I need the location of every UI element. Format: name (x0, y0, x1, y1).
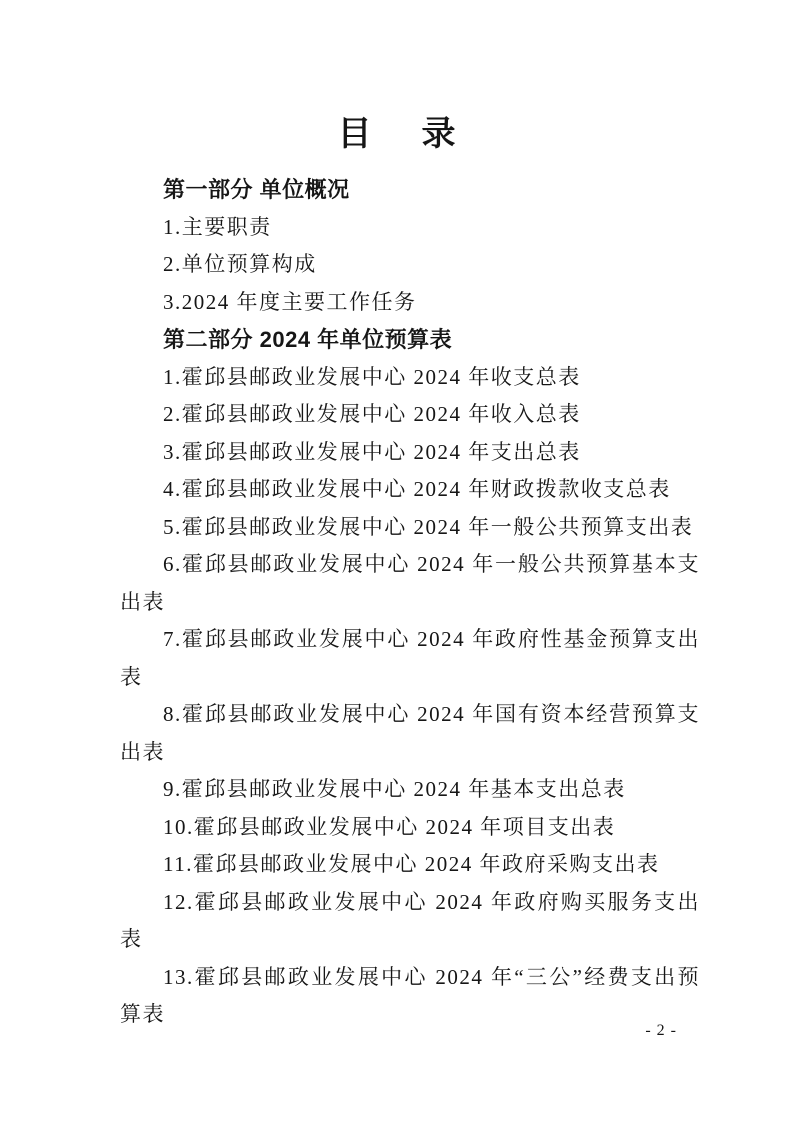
toc-item: 13.霍邱县邮政业发展中心 2024 年“三公”经费支出预算表 (120, 964, 700, 1026)
toc-item: 12.霍邱县邮政业发展中心 2024 年政府购买服务支出表 (120, 889, 700, 951)
toc-section-2 (120, 321, 700, 1034)
toc-item: 6.霍邱县邮政业发展中心 2024 年一般公共预算基本支出表 (120, 552, 700, 614)
page-title: 目 录 (337, 114, 464, 153)
toc-section-1 (120, 171, 700, 321)
toc-item: 3.2024 年度主要工作任务 (163, 289, 417, 314)
toc-section-heading: 第一部分 单位概况 (163, 177, 350, 202)
toc-item: 5.霍邱县邮政业发展中心 2024 年一般公共预算支出表 (163, 514, 694, 539)
toc-item: 9.霍邱县邮政业发展中心 2024 年基本支出总表 (163, 777, 626, 801)
toc-item: 1.主要职责 (163, 214, 272, 239)
toc-item: 7.霍邱县邮政业发展中心 2024 年政府性基金预算支出表 (120, 627, 700, 689)
page-number: - 2 - (645, 1022, 677, 1039)
toc-item: 8.霍邱县邮政业发展中心 2024 年国有资本经营预算支出表 (120, 702, 700, 764)
toc-section-heading: 第二部分 2024 年单位预算表 (163, 327, 453, 352)
toc-item: 3.霍邱县邮政业发展中心 2024 年支出总表 (163, 439, 581, 464)
toc-item: 2.霍邱县邮政业发展中心 2024 年收入总表 (163, 402, 581, 426)
toc-item: 2.单位预算构成 (163, 252, 317, 276)
toc-item: 4.霍邱县邮政业发展中心 2024 年财政拨款收支总表 (163, 477, 671, 501)
toc-item: 1.霍邱县邮政业发展中心 2024 年收支总表 (163, 364, 581, 389)
toc-item: 11.霍邱县邮政业发展中心 2024 年政府采购支出表 (163, 852, 660, 876)
table-of-contents (120, 171, 700, 1034)
toc-item: 10.霍邱县邮政业发展中心 2024 年项目支出表 (163, 814, 616, 839)
